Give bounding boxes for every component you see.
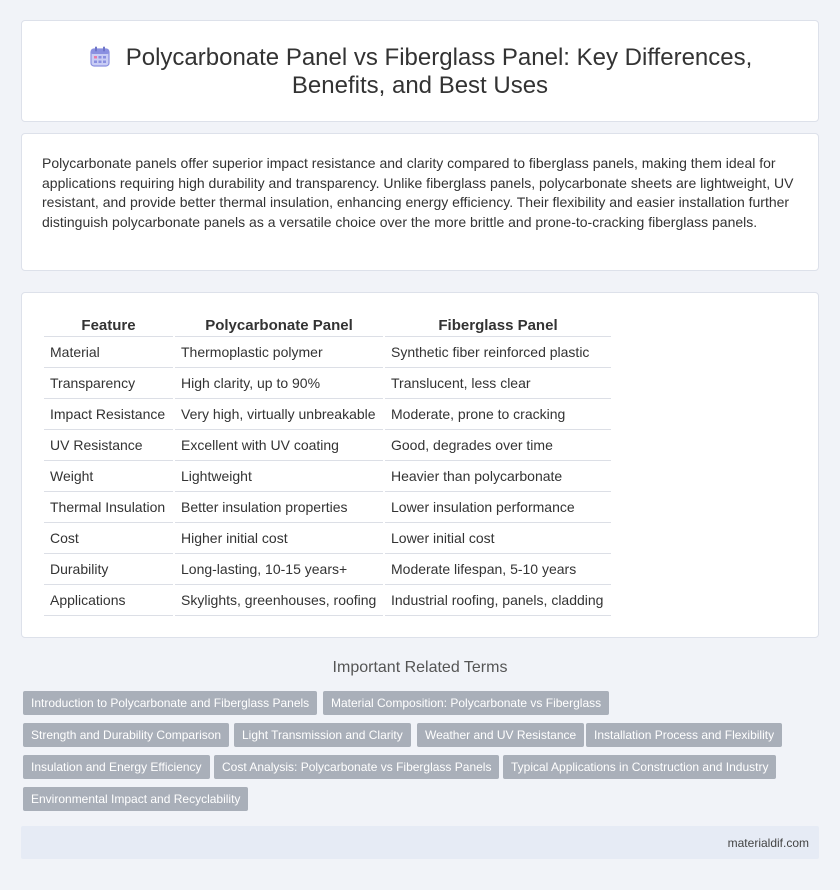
polycarbonate-cell: Thermoplastic polymer <box>175 337 383 368</box>
table-row <box>44 523 611 554</box>
header-feature: Feature <box>44 315 173 337</box>
related-term-tag[interactable]: Material Composition: Polycarbonate vs Fiberglass <box>323 691 609 715</box>
table-row <box>44 492 611 523</box>
page-title-line2: Benefits, and Best Uses <box>291 72 549 99</box>
comparison-table <box>42 315 613 616</box>
title-card <box>21 20 819 122</box>
footer-bar <box>21 826 819 859</box>
polycarbonate-cell: High clarity, up to 90% <box>175 368 383 399</box>
table-row <box>44 585 611 616</box>
fiberglass-cell: Moderate lifespan, 5-10 years <box>385 554 611 585</box>
fiberglass-cell: Lower initial cost <box>385 523 611 554</box>
fiberglass-cell: Heavier than polycarbonate <box>385 461 611 492</box>
header-polycarbonate: Polycarbonate Panel <box>175 315 383 337</box>
polycarbonate-cell: Higher initial cost <box>175 523 383 554</box>
table-row <box>44 430 611 461</box>
page-title-line1: Polycarbonate Panel vs Fiberglass Panel: Key Differences, <box>125 44 753 71</box>
feature-cell: Material <box>44 337 173 368</box>
related-term-tag[interactable]: Environmental Impact and Recyclability <box>23 787 248 811</box>
intro-card <box>21 133 819 271</box>
table-row <box>44 337 611 368</box>
feature-cell: Impact Resistance <box>44 399 173 430</box>
feature-cell: Cost <box>44 523 173 554</box>
polycarbonate-cell: Skylights, greenhouses, roofing <box>175 585 383 616</box>
footer-site-link[interactable]: materialdif.com <box>727 836 809 850</box>
fiberglass-cell: Lower insulation performance <box>385 492 611 523</box>
fiberglass-cell: Moderate, prone to cracking <box>385 399 611 430</box>
related-term-tag[interactable]: Light Transmission and Clarity <box>234 723 411 747</box>
polycarbonate-cell: Better insulation properties <box>175 492 383 523</box>
table-row <box>44 368 611 399</box>
related-term-tag[interactable]: Typical Applications in Construction and Industry <box>503 755 776 779</box>
table-row <box>44 554 611 585</box>
related-term-tag[interactable]: Introduction to Polycarbonate and Fiberglass Panels <box>23 691 317 715</box>
polycarbonate-cell: Long-lasting, 10-15 years+ <box>175 554 383 585</box>
related-term-tag[interactable]: Weather and UV Resistance <box>417 723 584 747</box>
related-term-tag[interactable]: Strength and Durability Comparison <box>23 723 229 747</box>
feature-cell: Applications <box>44 585 173 616</box>
related-term-tag[interactable]: Insulation and Energy Efficiency <box>23 755 210 779</box>
document-grid-icon <box>88 45 112 69</box>
polycarbonate-cell: Very high, virtually unbreakable <box>175 399 383 430</box>
feature-cell: UV Resistance <box>44 430 173 461</box>
page-title <box>22 44 818 100</box>
feature-cell: Durability <box>44 554 173 585</box>
related-terms-title: Important Related Terms <box>332 659 508 676</box>
related-term-tag[interactable]: Installation Process and Flexibility <box>586 723 782 747</box>
table-row <box>44 461 611 492</box>
comparison-card <box>21 292 819 638</box>
feature-cell: Weight <box>44 461 173 492</box>
polycarbonate-cell: Lightweight <box>175 461 383 492</box>
table-header-row <box>44 315 611 337</box>
fiberglass-cell: Synthetic fiber reinforced plastic <box>385 337 611 368</box>
related-term-tag[interactable]: Cost Analysis: Polycarbonate vs Fiberglass Panels <box>214 755 499 779</box>
feature-cell: Transparency <box>44 368 173 399</box>
intro-paragraph: Polycarbonate panels offer superior impact resistance and clarity compared to fiberglass panels, making them ideal for applications requiring high durability and transparency. Unlike fiberglass panels, polycarbonate sheets are lightweight, UV resistant, and provide better thermal insulation, enhancing energy efficiency. Their flexibility and easier installation further distinguish polycarbonate panels as a versatile choice over the more brittle and prone-to-cracking fiberglass panels. <box>42 155 794 230</box>
polycarbonate-cell: Excellent with UV coating <box>175 430 383 461</box>
fiberglass-cell: Translucent, less clear <box>385 368 611 399</box>
fiberglass-cell: Good, degrades over time <box>385 430 611 461</box>
feature-cell: Thermal Insulation <box>44 492 173 523</box>
table-row <box>44 399 611 430</box>
fiberglass-cell: Industrial roofing, panels, cladding <box>385 585 611 616</box>
header-fiberglass: Fiberglass Panel <box>385 315 611 337</box>
